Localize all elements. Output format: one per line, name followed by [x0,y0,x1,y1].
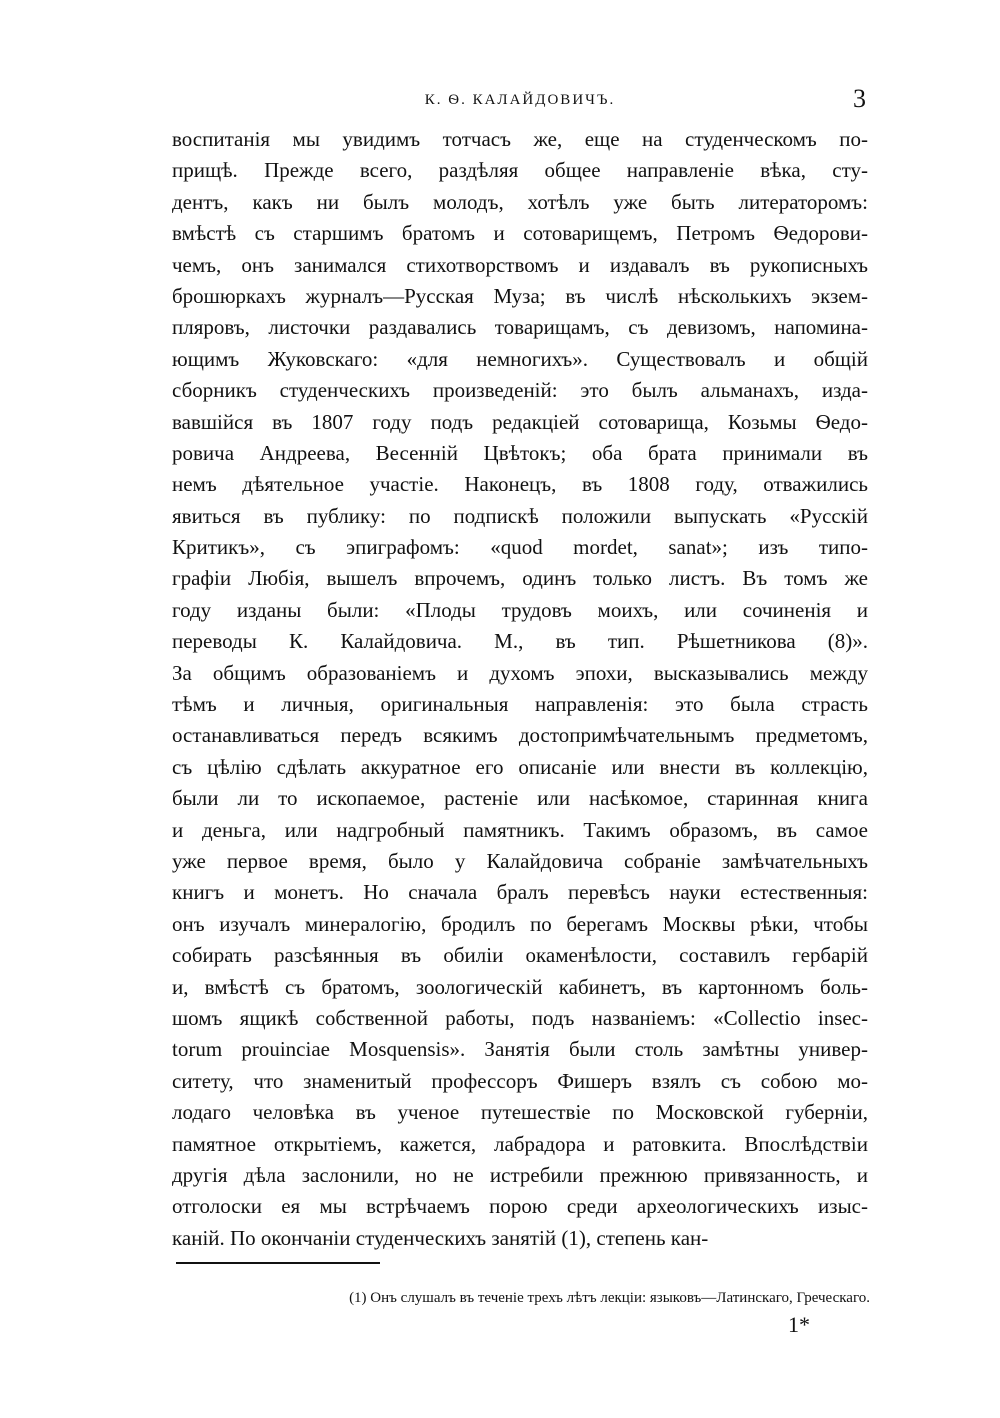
text-line: Критикъ», съ эпиграфомъ: «quod mordet, sanat»; изъ типо- [172,535,868,560]
text-line: немъ дѣятельное участіе. Наконецъ, въ 1808 году, отважились [172,472,868,497]
text-line: чемъ, онъ занимался стихотворствомъ и издавалъ въ рукописныхъ [172,252,868,277]
text-line: были ли то ископаемое, растеніе или насѣкомое, старинная книга [172,786,868,811]
text-line: книгъ и монетъ. Но сначала бралъ перевѣсъ науки естественныя: [172,880,868,905]
text-line: съ цѣлію сдѣлать аккуратное его описаніе или внести въ коллекцію, [172,754,868,779]
text-line: шомъ ящикѣ собственной работы, подъ названіемъ: «Collectio insec- [172,1005,868,1030]
text-line: воспитанія мы увидимъ тотчасъ же, еще на студенческомъ по- [172,127,868,151]
text-line: переводы К. Калайдовича. М., въ тип. Рѣшетникова (8)». [172,629,868,654]
text-line: вмѣстѣ съ старшимъ братомъ и сотоварищемъ, Петромъ Ѳедорови- [172,221,868,246]
text-line: и деньга, или надгробный памятникъ. Такимъ образомъ, въ самое [172,817,868,842]
text-line: явиться въ публику: по подпискѣ положили выпускать «Русскій [172,503,868,528]
text-line: уже первое время, было у Калайдовича собраніе замѣчательныхъ [172,848,868,873]
text-line: другія дѣла заслонили, но не истребили прежнюю привязанность, и [172,1162,868,1187]
text-line: брошюркахъ журналъ—Русская Муза; въ числѣ нѣсколькихъ экзем- [172,283,868,308]
body-text [172,124,868,1254]
text-line: останавливаться передъ всякимъ достопримѣчательнымъ предметомъ, [172,723,868,748]
text-line: собирать разсѣянныя въ обиліи окаменѣлости, составилъ гербарій [172,943,868,968]
text-line: пляровъ, листочки раздавались товарищамъ, съ девизомъ, напомина- [172,315,868,340]
text-line: ровича Андреева, Весенній Цвѣтокъ; оба брата принимали въ [172,440,868,465]
text-line: лодаго человѣка въ ученое путешествіе по Московской губерніи, [172,1100,868,1125]
text-line: сборникъ студенческихъ произведеній: это былъ альманахъ, изда- [172,378,868,403]
text-line: году изданы были: «Плоды трудовъ моихъ, или сочиненія и [172,597,868,622]
text-line: и, вмѣстѣ съ братомъ, зоологическій кабинетъ, въ картонномъ боль- [172,974,868,999]
text-line: отголоски ея мы встрѣчаемъ порою среди археологическихъ изыс- [172,1194,868,1219]
text-line: онъ изучалъ минералогію, бродилъ по берегамъ Москвы рѣки, чтобы [172,911,868,936]
text-line: ситету, что знаменитый профессоръ Фишеръ взялъ съ собою мо- [172,1068,868,1093]
text-line: тѣмъ и личныя, оригинальныя направленія: это была страсть [172,692,868,717]
signature-mark: 1* [788,1312,810,1337]
text-line: графіи Любія, вышелъ впрочемъ, одинъ только листъ. Въ томъ же [172,566,868,591]
text-line: каній. По окончаніи студенческихъ занятій (1), степень кан- [172,1225,709,1250]
footnote: (1) Онъ слушалъ въ теченіе трехъ лѣтъ лекціи: языковъ—Латинскаго, Греческаго. [349,1290,870,1306]
text-line: вавшійся въ 1807 году подъ редакціей сотоварища, Козьмы Ѳедо- [172,409,868,434]
text-line: дентъ, какъ ни былъ молодъ, хотѣлъ уже быть литераторомъ: [172,189,868,214]
text-line: За общимъ образованіемъ и духомъ эпохи, высказывались между [172,660,868,685]
page-number: 3 [853,84,866,113]
running-title: К. Ѳ. КАЛАЙДОВИЧЪ. [424,92,616,108]
text-line: ющимъ Жуковскаго: «для немногихъ». Существовалъ и общій [172,346,868,371]
footnote-rule [176,1262,380,1264]
page-header [172,84,868,118]
text-line: памятное открытіемъ, кажется, лабрадора и ратовкита. Впослѣдствіи [172,1131,868,1156]
text-line: прищѣ. Прежде всего, раздѣляя общее направленіе вѣка, сту- [172,158,868,183]
text-line: torum prouinciae Mosquensis». Занятія были столь замѣтны универ- [172,1037,868,1062]
